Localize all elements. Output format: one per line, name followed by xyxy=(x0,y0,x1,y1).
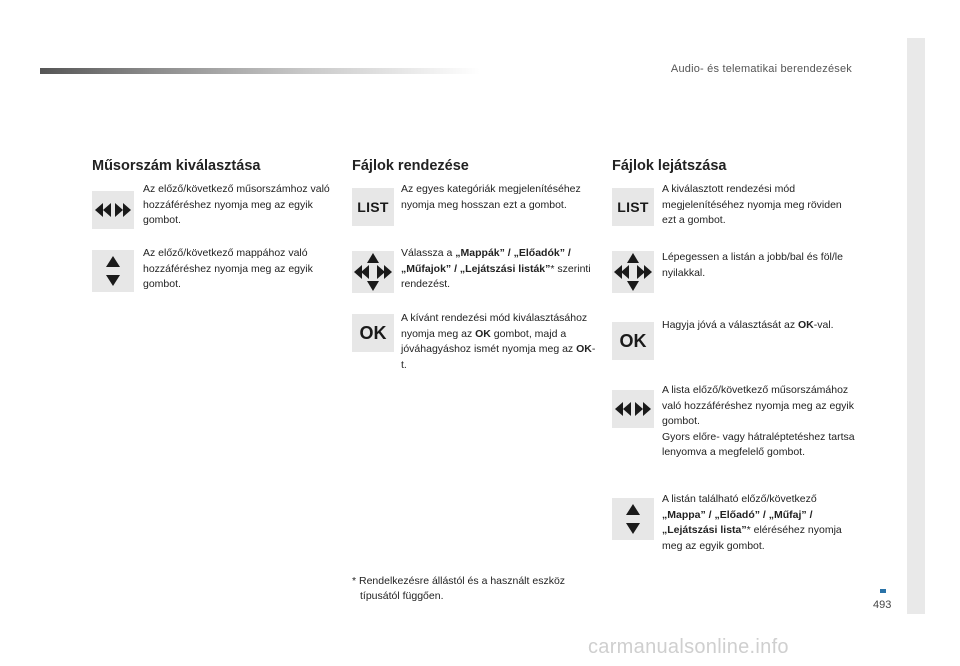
desc-list-category-prev-next: A listán található előző/következő „Mappa” / „Előadó” / „Műfaj” / „Lejátszási lista”* eléréséhez nyomja meg az egyik gombot. xyxy=(662,493,842,552)
page-side-strip xyxy=(907,38,925,614)
up-down-icon xyxy=(612,498,654,540)
desc-sort-confirm: A kívánt rendezési mód kiválasztásához nyomja meg az OK gombot, majd a jóváhagyáshoz ismét nyomja meg az OK-t. xyxy=(401,312,596,371)
header-gradient-bar xyxy=(40,68,480,74)
page-number: 493 xyxy=(873,599,892,611)
desc-list-long-press: Az egyes kategóriák megjelenítéséhez nyomja meg hosszan ezt a gombot. xyxy=(401,183,581,211)
ok-button-icon xyxy=(352,314,394,352)
prev-next-icon xyxy=(612,390,654,428)
desc-list-track-prev-next: A lista előző/következő műsorszámához való hozzáféréshez nyomja meg az egyik gombot. Gyors előre- vagy hátraléptetéshez tartsa lenyomva a megfelelő gombot. xyxy=(662,384,855,458)
four-direction-icon xyxy=(352,251,394,293)
list-label: LIST xyxy=(617,199,649,215)
ok-label: OK xyxy=(359,322,387,343)
page-marker xyxy=(880,589,886,593)
footnote: * Rendelkezésre állástól és a használt eszköz típusától függően. xyxy=(352,575,566,602)
prev-next-icon xyxy=(92,191,134,229)
ok-label: OK xyxy=(619,330,647,351)
ok-button-icon xyxy=(612,322,654,360)
list-button-icon xyxy=(612,188,654,226)
section-title-file-sort: Fájlok rendezése xyxy=(352,158,469,174)
desc-confirm-ok: Hagyja jóvá a választását az OK-val. xyxy=(662,319,834,331)
up-down-icon xyxy=(92,250,134,292)
desc-navigate-arrows: Lépegessen a listán a jobb/bal és föl/le nyilakkal. xyxy=(662,251,843,279)
section-title-file-play: Fájlok lejátszása xyxy=(612,158,727,174)
desc-track-prev-next: Az előző/következő műsorszámhoz való hozzáféréshez nyomja meg az egyik gombot. xyxy=(143,183,330,226)
list-button-icon xyxy=(352,188,394,226)
desc-sort-choice: Válassza a „Mappák” / „Előadók” / „Műfajok” / „Lejátszási listák”* szerinti rendezést. xyxy=(401,247,591,290)
watermark: carmanualsonline.info xyxy=(588,636,789,658)
four-direction-icon xyxy=(612,251,654,293)
desc-list-short-press: A kiválasztott rendezési mód megjelenítéséhez nyomja meg röviden ezt a gombot. xyxy=(662,183,842,226)
desc-folder-prev-next: Az előző/következő mappához való hozzáféréshez nyomja meg az egyik gombot. xyxy=(143,247,313,290)
header-title: Audio- és telematikai berendezések xyxy=(670,63,852,75)
list-label: LIST xyxy=(357,199,389,215)
section-title-track-select: Műsorszám kiválasztása xyxy=(92,158,261,174)
